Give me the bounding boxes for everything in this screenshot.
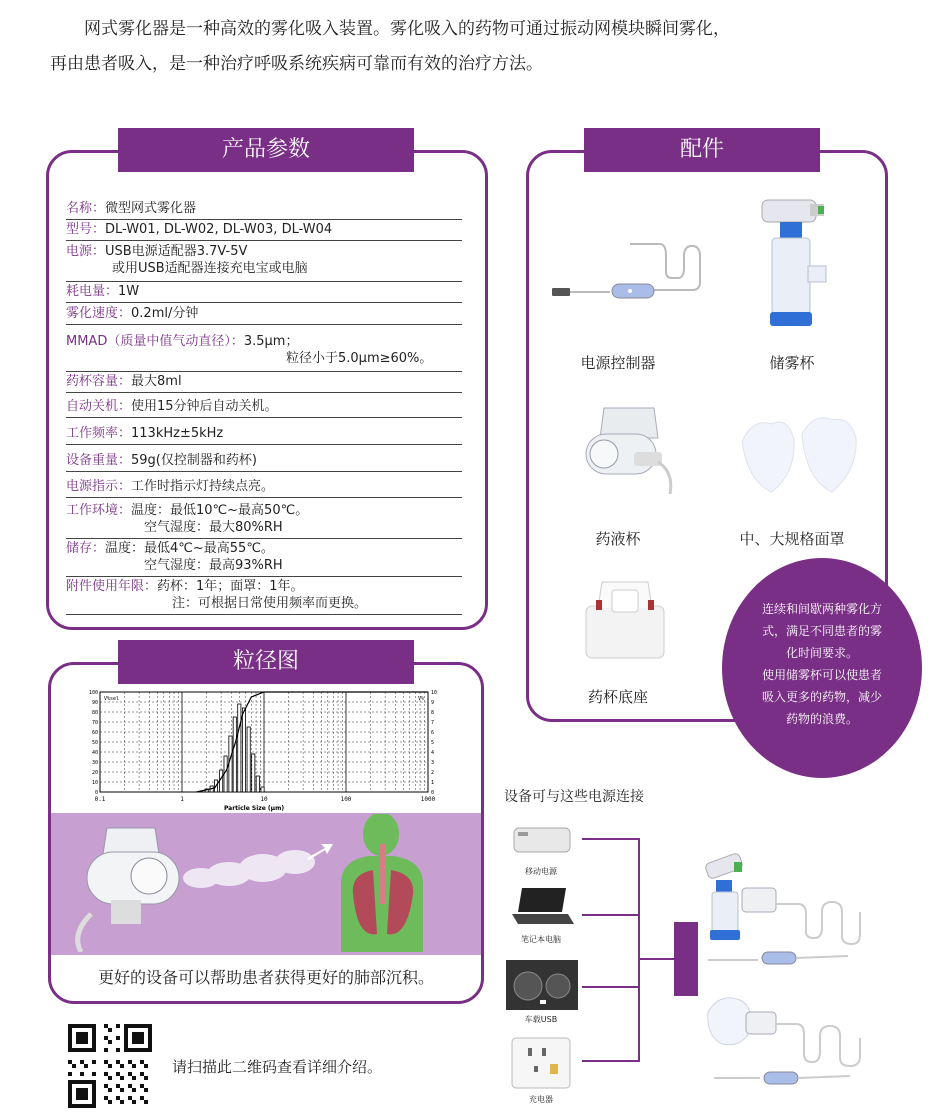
inhalation-illustration xyxy=(51,814,475,952)
spec-key: 电源指示： xyxy=(66,479,132,494)
histogram-bar xyxy=(256,776,259,792)
spec-key: 附件使用年限： xyxy=(66,579,158,594)
spec-value: 最大8ml xyxy=(131,374,182,389)
spec-value: 药杯：1年；面罩：1年。 xyxy=(157,579,304,594)
spec-key: 储存： xyxy=(66,541,106,556)
power-controller-image xyxy=(550,232,720,322)
y2-tick-label: 0 xyxy=(431,790,435,796)
x-tick-label: 10 xyxy=(260,796,268,803)
y-tick-label: 20 xyxy=(91,770,98,776)
spec-key: 电源： xyxy=(66,244,106,259)
y2-tick-label: 5 xyxy=(431,740,435,746)
intro-paragraph xyxy=(50,12,900,82)
nebulizer-with-spacer-image xyxy=(698,852,882,972)
spec-row xyxy=(66,221,462,241)
y2-tick-label: 3 xyxy=(431,760,435,766)
y-tick-label: 40 xyxy=(91,750,98,756)
spec-key: MMAD（质量中值气动直径）： xyxy=(66,334,244,349)
specs-title: 产品参数 xyxy=(118,128,414,172)
spec-value: 微型网式雾化器 xyxy=(105,201,197,216)
histogram-bar xyxy=(229,736,232,792)
spec-value: 温度：最低10℃~最高50℃。 xyxy=(131,503,309,518)
spec-value: 0.2ml/分钟 xyxy=(131,306,199,321)
spec-row xyxy=(66,333,462,372)
spec-row xyxy=(66,200,462,220)
spec-key: 药杯容量： xyxy=(66,374,132,389)
spec-value: 59g(仅控制器和药杯) xyxy=(131,453,257,468)
arrow-icon xyxy=(307,844,333,860)
nebulizer-icon xyxy=(78,828,179,952)
spec-value: 1W xyxy=(118,284,140,299)
accessories-title: 配件 xyxy=(584,128,820,172)
feature-note-line: 式，满足不同患者的雾 xyxy=(761,624,882,638)
particle-title: 粒径图 xyxy=(118,640,414,684)
x-tick-label: 0.1 xyxy=(94,796,106,803)
wall-charger-icon xyxy=(510,1036,572,1090)
accessory-label-masks: 中、大规格面罩 xyxy=(739,530,845,548)
medicine-cup-image xyxy=(574,398,684,498)
connector-line xyxy=(582,838,640,840)
histogram-bar xyxy=(233,717,236,792)
spec-row xyxy=(66,478,462,498)
spec-row xyxy=(66,373,462,393)
power-source-label: 车载USB xyxy=(524,1015,558,1024)
spec-key: 型号： xyxy=(66,222,106,237)
histogram-bar xyxy=(238,704,241,792)
spec-key: 工作频率： xyxy=(66,426,132,441)
power-source-label: 充电器 xyxy=(529,1095,553,1104)
y-tick-label: 80 xyxy=(91,710,98,716)
histogram-bar xyxy=(247,727,250,792)
y-tick-label: 100 xyxy=(88,690,98,696)
accessory-label-controller: 电源控制器 xyxy=(580,354,656,372)
spec-key: 耗电量： xyxy=(66,284,119,299)
histogram-bar xyxy=(261,787,264,792)
accessory-label-medicine-cup: 药液杯 xyxy=(595,530,641,548)
histogram-bar xyxy=(252,754,255,792)
spec-value: 工作时指示灯持续点亮。 xyxy=(131,479,275,494)
feature-note-line: 化时间要求。 xyxy=(785,646,858,660)
car-usb-icon xyxy=(506,960,578,1010)
cup-base-image xyxy=(582,578,668,662)
spec-value: 3.5μm； xyxy=(243,334,299,349)
y-tick-label: 50 xyxy=(91,740,98,746)
feature-note-circle xyxy=(722,558,922,778)
accessory-label-cup-base: 药杯底座 xyxy=(587,688,648,706)
y-tick-label: 90 xyxy=(91,700,98,706)
feature-note-line: 吸入更多的药物，减少 xyxy=(761,690,882,704)
lungs-body-icon xyxy=(341,814,423,952)
spec-key: 工作环境： xyxy=(66,503,132,518)
spec-value-extra: 空气湿度：最大80%RH xyxy=(144,520,283,535)
intro-line-2: 再由患者吸入，是一种治疗呼吸系统疾病可靠而有效的治疗方法。 xyxy=(50,54,543,74)
x-tick-label: 1000 xyxy=(420,796,436,803)
y2-tick-label: 1 xyxy=(431,780,435,786)
spec-row xyxy=(66,243,462,282)
connector-line xyxy=(638,958,676,960)
laptop-icon xyxy=(508,884,578,930)
feature-note-line: 连续和间歇两种雾化方 xyxy=(761,602,882,616)
spec-key: 自动关机： xyxy=(66,399,132,414)
qr-caption: 请扫描此二维码查看详细介绍。 xyxy=(172,1058,383,1076)
y2-tick-label: 7 xyxy=(431,720,435,726)
y-tick-label: 0 xyxy=(94,790,98,796)
connector-line xyxy=(638,838,640,1062)
spec-row xyxy=(66,283,462,303)
connector-block xyxy=(674,922,698,996)
spec-value: 温度：最低4℃~最高55℃。 xyxy=(105,541,274,556)
spec-row xyxy=(66,398,462,418)
right-axis-label: V% xyxy=(417,696,424,702)
particle-size-chart xyxy=(76,688,446,812)
y2-tick-label: 10 xyxy=(431,690,438,696)
y-tick-label: 60 xyxy=(91,730,98,736)
spec-key: 雾化速度： xyxy=(66,306,132,321)
y-tick-label: 10 xyxy=(91,780,98,786)
spec-value: 使用15分钟后自动关机。 xyxy=(131,399,278,414)
spec-value: 113kHz±5kHz xyxy=(131,426,224,441)
qr-code[interactable] xyxy=(68,1024,152,1108)
spec-row xyxy=(66,425,462,445)
spec-row xyxy=(66,540,462,577)
spec-value-extra: 粒径小于5.0μm≥60%。 xyxy=(286,351,433,366)
spec-value-extra: 注：可根据日常使用频率而更换。 xyxy=(172,596,368,611)
spec-value-extra: 空气湿度：最高93%RH xyxy=(144,558,283,573)
y2-tick-label: 9 xyxy=(431,700,435,706)
histogram-bar xyxy=(242,708,245,792)
masks-image xyxy=(732,412,862,502)
connector-line xyxy=(582,986,640,988)
y2-tick-label: 8 xyxy=(431,710,435,716)
y2-tick-label: 2 xyxy=(431,770,435,776)
spec-row xyxy=(66,305,462,325)
nebulizer-with-mask-image xyxy=(700,992,884,1092)
spec-key: 设备重量： xyxy=(66,453,132,468)
y-tick-label: 30 xyxy=(91,760,98,766)
x-tick-label: 1 xyxy=(180,796,184,803)
spec-value: USB电源适配器3.7V-5V xyxy=(105,244,248,259)
spacer-cup-image xyxy=(752,192,842,334)
spec-row xyxy=(66,452,462,472)
power-bank-icon xyxy=(508,816,578,862)
accessory-label-spacer: 储雾杯 xyxy=(769,354,815,372)
connector-line xyxy=(582,1060,640,1062)
left-axis-label: V%sel xyxy=(104,696,120,702)
spec-key: 名称： xyxy=(66,201,106,216)
y-tick-label: 70 xyxy=(91,720,98,726)
spec-value-extra: 或用USB适配器连接充电宝或电脑 xyxy=(112,261,308,276)
connector-line xyxy=(582,914,640,916)
intro-line-1: 网式雾化器是一种高效的雾化吸入装置。雾化吸入的药物可通过振动网模块瞬间雾化， xyxy=(84,19,730,39)
particle-caption: 更好的设备可以帮助患者获得更好的肺部沉积。 xyxy=(97,968,434,987)
feature-note-line: 药物的浪费。 xyxy=(785,712,858,726)
spec-row xyxy=(66,502,462,539)
x-tick-label: 100 xyxy=(340,796,352,803)
mist-icon xyxy=(183,850,315,888)
power-source-label: 笔记本电脑 xyxy=(521,935,561,944)
power-heading: 设备可与这些电源连接 xyxy=(504,789,644,805)
spec-row xyxy=(66,578,462,615)
y2-tick-label: 6 xyxy=(431,730,435,736)
x-axis-label: Particle Size (μm) xyxy=(223,805,285,812)
spec-value: DL-W01, DL-W02, DL-W03, DL-W04 xyxy=(105,222,333,237)
feature-note-line: 使用储雾杯可以使患者 xyxy=(761,668,882,682)
y2-tick-label: 4 xyxy=(431,750,435,756)
power-source-label: 移动电源 xyxy=(525,867,557,876)
